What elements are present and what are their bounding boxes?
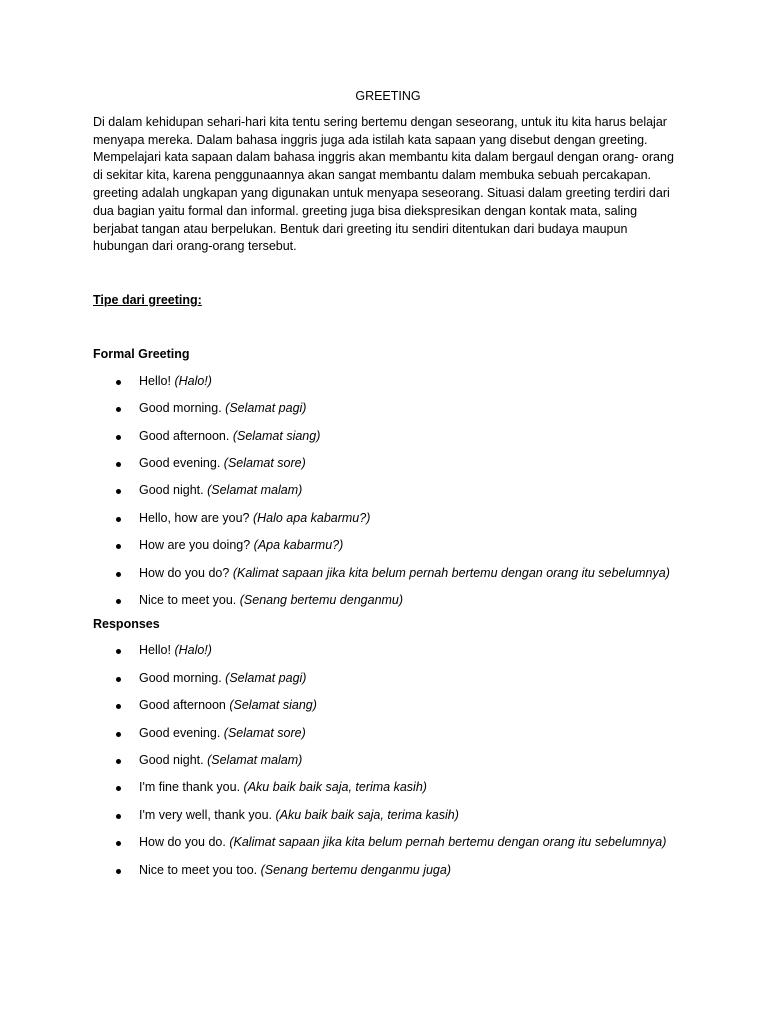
list-item: I'm fine thank you. (Aku baik baik saja, terima kasih) [93, 779, 683, 797]
list-item: How do you do? (Kalimat sapaan jika kita belum pernah bertemu dengan orang itu sebelumnya) [93, 565, 683, 583]
list-item: Good afternoon. (Selamat siang) [93, 428, 683, 446]
list-item: Hello! (Halo!) [93, 373, 683, 391]
list-item: Good night. (Selamat malam) [93, 482, 683, 500]
list-item: Good afternoon (Selamat siang) [93, 697, 683, 715]
list-item: Good evening. (Selamat sore) [93, 455, 683, 473]
document-page [93, 88, 683, 879]
list-item: Good morning. (Selamat pagi) [93, 400, 683, 418]
responses-heading: Responses [93, 616, 160, 631]
list-item: Good evening. (Selamat sore) [93, 725, 683, 743]
list-item: Good morning. (Selamat pagi) [93, 670, 683, 688]
list-item: How are you doing? (Apa kabarmu?) [93, 537, 683, 555]
list-item: Hello, how are you? (Halo apa kabarmu?) [93, 510, 683, 528]
list-item: Nice to meet you. (Senang bertemu denganmu) [93, 592, 683, 610]
responses-list [93, 642, 683, 879]
list-item: Good night. (Selamat malam) [93, 752, 683, 770]
formal-greeting-heading: Formal Greeting [93, 346, 190, 361]
formal-greeting-list [93, 373, 683, 610]
list-item: Nice to meet you too. (Senang bertemu denganmu juga) [93, 862, 683, 880]
list-item: How do you do. (Kalimat sapaan jika kita belum pernah bertemu dengan orang itu sebelumnya) [93, 834, 683, 852]
section-title: Tipe dari greeting: [93, 293, 202, 308]
page-title: GREETING [355, 89, 421, 103]
intro-paragraph: Di dalam kehidupan sehari-hari kita tentu sering bertemu dengan seseorang, untuk itu kita harus belajar menyapa mereka. Dalam bahasa inggris juga ada istilah kata sapaan yang disebut dengan greeting. Mempelajari kata sapaan dalam bahasa inggris akan membantu kita dalam bergaul dengan orang- orang di sekitar kita, karena penggunaannya akan sangat membantu dalam membuka sebuah percakapan. greeting adalah ungkapan yang digunakan untuk menyapa seseorang. Situasi dalam greeting terdiri dari dua bagian yaitu formal dan informal. greeting juga bisa diekspresikan dengan kontak mata, saling berjabat tangan atau berpelukan. Bentuk dari greeting itu sendiri ditentukan dari budaya maupun hubungan dari orang-orang tersebut. [93, 114, 674, 254]
list-item: Hello! (Halo!) [93, 642, 683, 660]
list-item: I'm very well, thank you. (Aku baik baik saja, terima kasih) [93, 807, 683, 825]
